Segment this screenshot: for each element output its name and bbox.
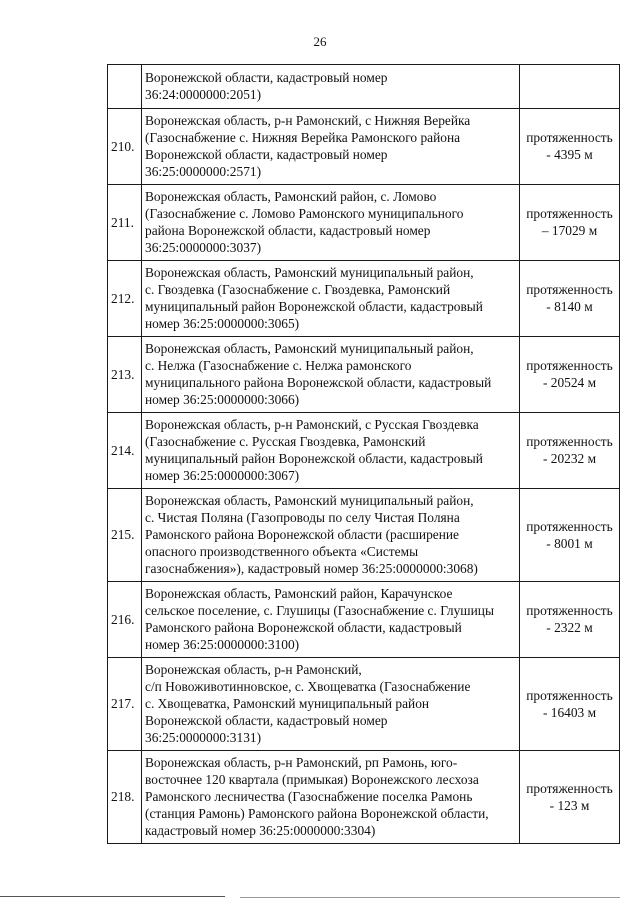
description-line: газоснабжения»), кадастровый номер 36:25:0000000:3068) bbox=[145, 561, 478, 576]
description-line: Рамонского района Воронежской области (расширение bbox=[145, 527, 460, 542]
description-line: номер 36:25:0000000:3100) bbox=[145, 637, 300, 652]
length-label: протяженность bbox=[526, 434, 613, 449]
table-row bbox=[108, 413, 620, 489]
description-line: Воронежская область, Рамонский муниципальный район, bbox=[145, 341, 474, 356]
description-line: номер 36:25:0000000:3067) bbox=[145, 468, 300, 483]
length-value: - 8001 м bbox=[546, 535, 593, 551]
description-line: Воронежской области, кадастровый номер bbox=[145, 70, 388, 85]
scan-edge-line bbox=[240, 897, 620, 898]
description-line: Воронежская область, Рамонский муниципальный район, bbox=[145, 265, 474, 280]
description-line: района Воронежской области, кадастровый номер bbox=[145, 223, 431, 238]
table-row bbox=[108, 261, 620, 337]
object-length bbox=[520, 413, 620, 489]
description-line: муниципальный район Воронежской области, кадастровый bbox=[145, 299, 483, 314]
description-line: 36:25:0000000:3131) bbox=[145, 730, 262, 745]
description-line: Воронежская область, р-н Рамонский, рп Рамонь, юго- bbox=[145, 755, 458, 770]
description-line: Воронежская область, р-н Рамонский, с Нижняя Верейка bbox=[145, 113, 471, 128]
object-length bbox=[520, 109, 620, 185]
length-value: - 4395 м bbox=[546, 147, 593, 162]
object-description bbox=[142, 109, 520, 185]
object-description bbox=[142, 582, 520, 658]
scan-edge-line bbox=[0, 896, 225, 897]
description-line: сельское поселение, с. Глушицы (Газоснабжение с. Глушицы bbox=[145, 603, 494, 618]
row-number: 213. bbox=[108, 337, 142, 413]
row-number: 214. bbox=[108, 413, 142, 489]
description-line: Воронежской области, кадастровый номер bbox=[145, 147, 388, 162]
length-label: протяженность bbox=[526, 518, 613, 534]
object-description bbox=[142, 65, 520, 109]
description-line: Воронежской области, кадастровый номер bbox=[145, 713, 388, 728]
object-description bbox=[142, 185, 520, 261]
row-number: 215. bbox=[108, 489, 142, 582]
description-line: муниципальный район Воронежской области, кадастровый bbox=[145, 451, 483, 466]
length-label: протяженность bbox=[526, 603, 613, 618]
length-value: – 17029 м bbox=[541, 223, 598, 238]
description-line: муниципального района Воронежской области, кадастровый bbox=[145, 375, 492, 390]
description-line: (Газоснабжение с. Ломово Рамонского муниципального bbox=[145, 206, 464, 221]
row-number: 211. bbox=[108, 185, 142, 261]
object-length bbox=[520, 261, 620, 337]
description-line: Воронежская область, р-н Рамонский, с Русская Гвоздевка bbox=[145, 417, 479, 432]
description-line: с. Гвоздевка (Газоснабжение с. Гвоздевка, Рамонский bbox=[145, 282, 451, 297]
description-line: 36:25:0000000:2571) bbox=[145, 164, 262, 179]
length-value: - 16403 м bbox=[542, 704, 597, 720]
length-value: - 2322 м bbox=[546, 620, 593, 635]
description-line: с/п Новоживотинновское, с. Хвощеватка (Газоснабжение bbox=[145, 679, 471, 694]
description-line: Воронежская область, р-н Рамонский, bbox=[145, 662, 362, 677]
description-line: номер 36:25:0000000:3066) bbox=[145, 392, 300, 407]
object-length bbox=[520, 751, 620, 844]
object-length bbox=[520, 658, 620, 751]
row-number bbox=[108, 65, 142, 109]
table-row bbox=[108, 582, 620, 658]
description-line: с. Хвощеватка, Рамонский муниципальный район bbox=[145, 696, 430, 711]
object-description bbox=[142, 658, 520, 751]
row-number: 210. bbox=[108, 109, 142, 185]
object-description bbox=[142, 751, 520, 844]
table-row bbox=[108, 751, 620, 844]
description-line: номер 36:25:0000000:3065) bbox=[145, 316, 300, 331]
description-line: кадастровый номер 36:25:0000000:3304) bbox=[145, 823, 376, 838]
table-row bbox=[108, 109, 620, 185]
length-label: протяженность bbox=[526, 130, 613, 145]
row-number: 218. bbox=[108, 751, 142, 844]
length-label: протяженность bbox=[526, 358, 613, 373]
length-label: протяженность bbox=[526, 780, 613, 796]
length-value: - 20232 м bbox=[542, 451, 597, 466]
table-row bbox=[108, 65, 620, 109]
description-line: Воронежская область, Рамонский район, Карачунское bbox=[145, 586, 453, 601]
table-row bbox=[108, 337, 620, 413]
object-length bbox=[520, 337, 620, 413]
description-line: 36:24:0000000:2051) bbox=[145, 87, 262, 102]
object-length bbox=[520, 65, 620, 109]
gas-pipeline-registry-table bbox=[107, 64, 620, 844]
description-line: опасного производственного объекта «Системы bbox=[145, 544, 419, 559]
length-label: протяженность bbox=[526, 282, 613, 297]
table-row bbox=[108, 489, 620, 582]
row-number: 217. bbox=[108, 658, 142, 751]
description-line: (Газоснабжение с. Русская Гвоздевка, Рамонский bbox=[145, 434, 426, 449]
table-row bbox=[108, 185, 620, 261]
object-description bbox=[142, 413, 520, 489]
length-value: - 123 м bbox=[549, 797, 590, 813]
object-description bbox=[142, 489, 520, 582]
description-line: Рамонского лесничества (Газоснабжение поселка Рамонь bbox=[145, 789, 473, 804]
description-line: с. Нелжа (Газоснабжение с. Нелжа рамонского bbox=[145, 358, 412, 373]
length-label: протяженность bbox=[526, 687, 613, 703]
page-number: 26 bbox=[313, 34, 327, 49]
description-line: (станция Рамонь) Рамонского района Воронежской области, bbox=[145, 806, 489, 821]
description-line: 36:25:0000000:3037) bbox=[145, 240, 262, 255]
row-number: 216. bbox=[108, 582, 142, 658]
description-line: Воронежская область, Рамонский район, с. Ломово bbox=[145, 189, 437, 204]
object-description bbox=[142, 337, 520, 413]
length-value: - 8140 м bbox=[546, 299, 593, 314]
object-length bbox=[520, 582, 620, 658]
description-line: с. Чистая Поляна (Газопроводы по селу Чистая Поляна bbox=[145, 510, 460, 525]
object-description bbox=[142, 261, 520, 337]
description-line: Рамонского района Воронежской области, кадастровый bbox=[145, 620, 462, 635]
table-row bbox=[108, 658, 620, 751]
description-line: восточнее 120 квартала (примыкая) Воронежского лесхоза bbox=[145, 772, 479, 787]
row-number: 212. bbox=[108, 261, 142, 337]
description-line: (Газоснабжение с. Нижняя Верейка Рамонского района bbox=[145, 130, 461, 145]
object-length bbox=[520, 185, 620, 261]
length-label: протяженность bbox=[526, 206, 613, 221]
length-value: - 20524 м bbox=[542, 375, 597, 390]
object-length bbox=[520, 489, 620, 582]
description-line: Воронежская область, Рамонский муниципальный район, bbox=[145, 493, 474, 508]
